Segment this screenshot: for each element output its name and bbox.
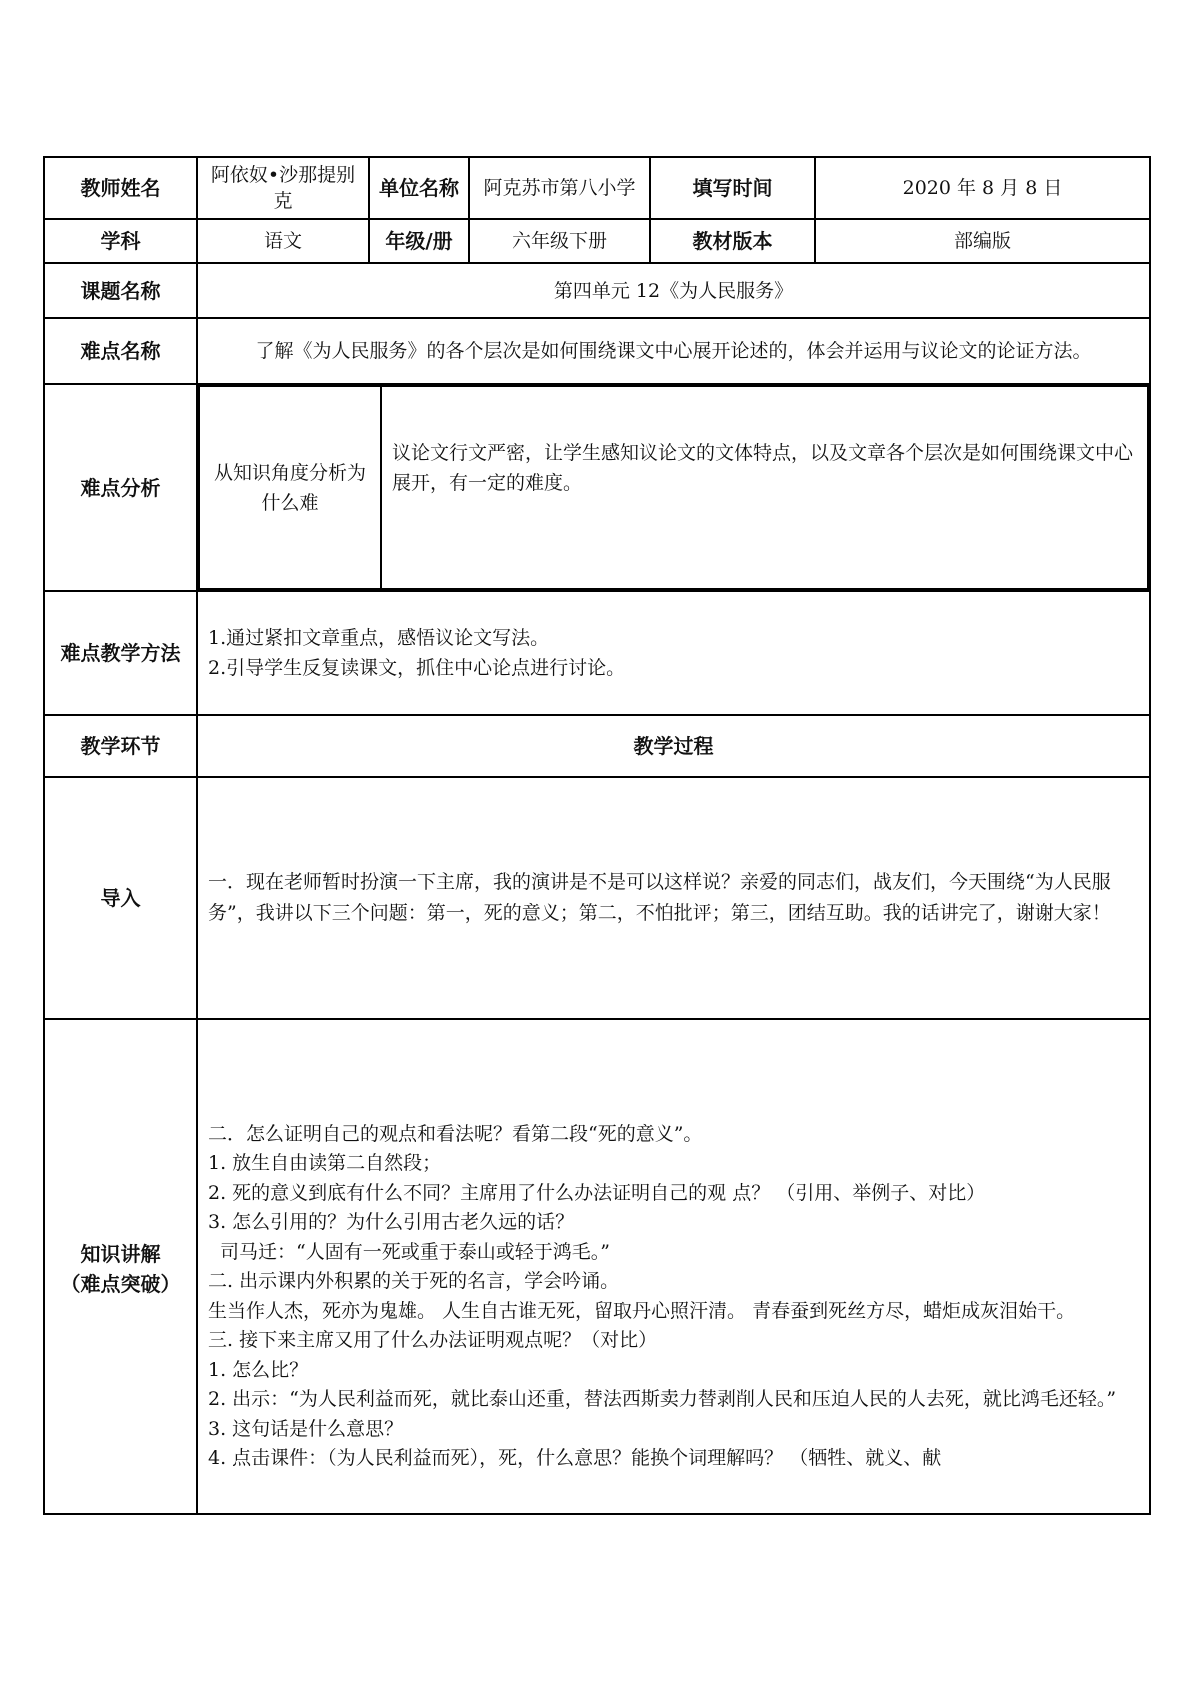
knowledge-line-5: 司马迁：“人固有一死或重于泰山或轻于鸿毛。”	[220, 1240, 610, 1263]
difficulty-value: 了解《为人民服务》的各个层次是如何围绕课文中心展开论述的，体会并运用与议论文的论证方法。	[197, 318, 1150, 384]
knowledge-line-6: 二. 出示课内外积累的关于死的名言，学会吟诵。	[208, 1270, 620, 1292]
teacher-name-label: 教师姓名	[44, 157, 197, 219]
stage-header-label: 教学环节	[44, 715, 197, 777]
lesson-plan-table	[43, 156, 1151, 1515]
edition-label: 教材版本	[650, 219, 815, 263]
knowledge-line-8: 三. 接下来主席又用了什么办法证明观点呢？（对比）	[208, 1329, 658, 1351]
topic-label: 课题名称	[44, 263, 197, 318]
topic-value: 第四单元 12《为人民服务》	[197, 263, 1150, 318]
header-row-2	[44, 219, 1150, 263]
difficulty-row	[44, 318, 1150, 384]
knowledge-line-1: 二．怎么证明自己的观点和看法呢？看第二段“死的意义”。	[208, 1122, 703, 1145]
intro-label: 导入	[44, 777, 197, 1019]
analysis-value: 议论文行文严密，让学生感知议论文的文体特点，以及文章各个层次是如何围绕课文中心展开，有一定的难度。	[381, 386, 1148, 589]
edition-value: 部编版	[815, 219, 1150, 263]
knowledge-line-12: 4. 点击课件：（为人民利益而死），死，什么意思？能换个词理解吗？ （牺牲、就义、献	[208, 1447, 942, 1469]
knowledge-label	[44, 1019, 197, 1514]
analysis-row	[44, 384, 1150, 591]
knowledge-line-11: 3. 这句话是什么意思？	[208, 1417, 404, 1440]
analysis-sub-label: 从知识角度分析为什么难	[199, 386, 381, 589]
grade-label: 年级/册	[369, 219, 469, 263]
knowledge-label-line-2: （难点突破）	[60, 1271, 181, 1296]
knowledge-line-10: 2. 出示：“为人民利益而死，就比泰山还重，替法西斯卖力替剥削人民和压迫人民的人去死，就比鸿毛还轻。”	[208, 1388, 1117, 1410]
intro-row	[44, 777, 1150, 1019]
grade-value: 六年级下册	[469, 219, 650, 263]
knowledge-row	[44, 1019, 1150, 1514]
subject-label: 学科	[44, 219, 197, 263]
fill-date-label: 填写时间	[650, 157, 815, 219]
analysis-cell	[197, 384, 1150, 591]
teacher-name-value: 阿依奴•沙那提别克	[197, 157, 369, 219]
header-row-1	[44, 157, 1150, 219]
knowledge-value	[197, 1019, 1150, 1514]
difficulty-label: 难点名称	[44, 318, 197, 384]
intro-value: 一．现在老师暂时扮演一下主席，我的演讲是不是可以这样说？亲爱的同志们，战友们，今天围绕“为人民服务”，我讲以下三个问题：第一，死的意义；第二，不怕批评；第三，团结互助。我的话讲完了，谢谢大家！	[197, 777, 1150, 1019]
topic-row	[44, 263, 1150, 318]
analysis-inner-table	[198, 385, 1149, 590]
unit-name-value: 阿克苏市第八小学	[469, 157, 650, 219]
method-line-2: 2.引导学生反复读课文，抓住中心论点进行讨论。	[208, 657, 626, 679]
method-label: 难点教学方法	[44, 591, 197, 715]
method-row	[44, 591, 1150, 715]
knowledge-line-9: 1. 怎么比？	[208, 1358, 309, 1381]
knowledge-line-4: 3. 怎么引用的？为什么引用古老久远的话？	[208, 1211, 575, 1233]
knowledge-line-7: 生当作人杰，死亦为鬼雄。 人生自古谁无死，留取丹心照汗清。 青春蚕到死丝方尽，蜡炬成灰泪始干。	[208, 1299, 1076, 1322]
subject-value: 语文	[197, 219, 369, 263]
process-header-row	[44, 715, 1150, 777]
knowledge-label-line-1: 知识讲解	[80, 1241, 161, 1266]
method-value	[197, 591, 1150, 715]
method-line-1: 1.通过紧扣文章重点，感悟议论文写法。	[208, 627, 550, 649]
analysis-label: 难点分析	[44, 384, 197, 591]
knowledge-line-3: 2. 死的意义到底有什么不同？主席用了什么办法证明自己的观 点？ （引用、举例子、对比）	[208, 1181, 986, 1204]
knowledge-line-2: 1. 放生自由读第二自然段；	[208, 1152, 442, 1174]
unit-name-label: 单位名称	[369, 157, 469, 219]
process-header-label: 教学过程	[197, 715, 1150, 777]
fill-date-value: 2020 年 8 月 8 日	[815, 157, 1150, 219]
